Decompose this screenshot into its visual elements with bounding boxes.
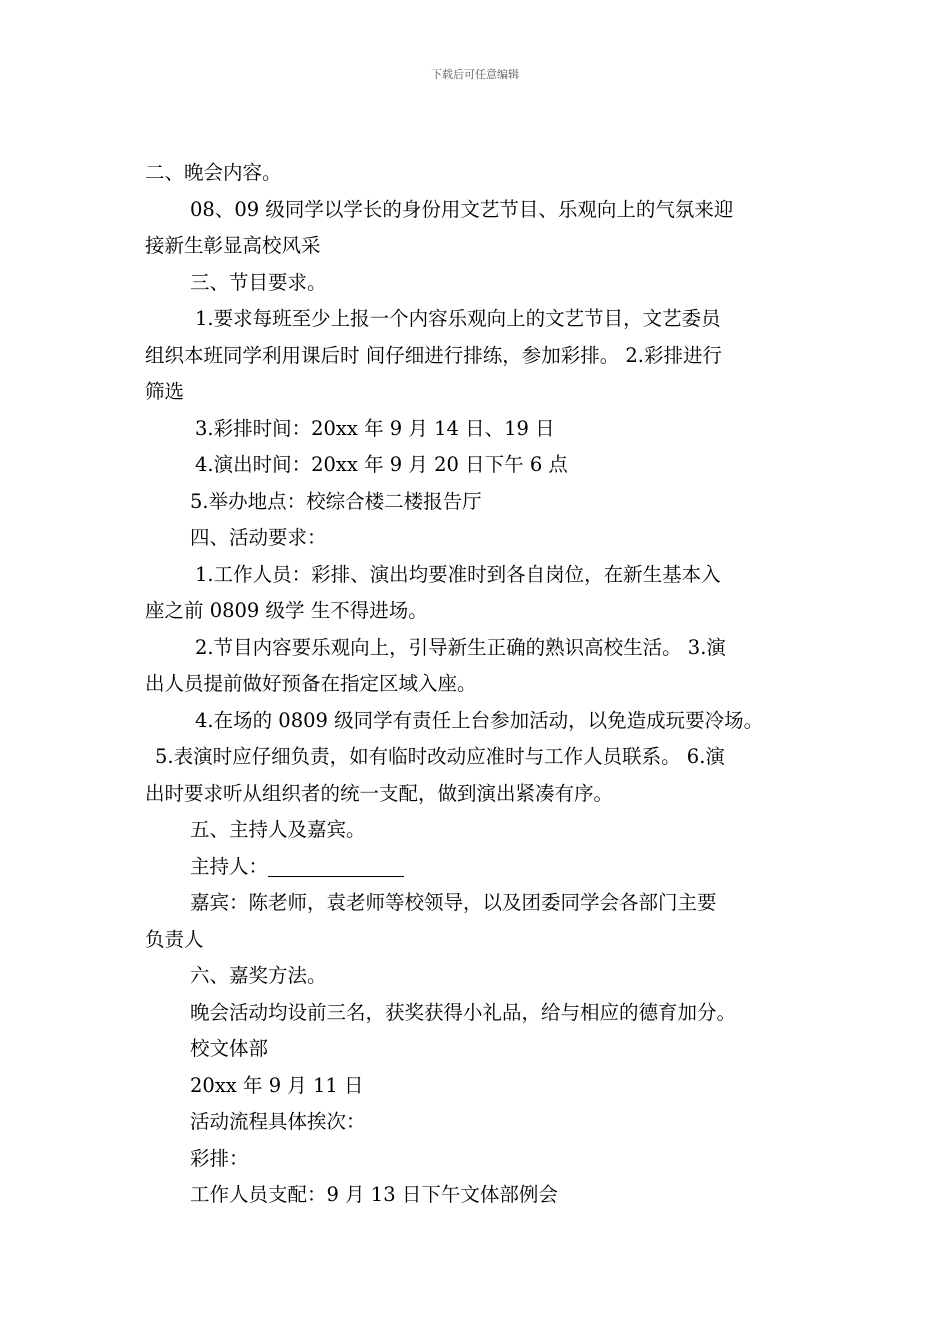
- paragraph-line: 筛选: [145, 380, 185, 403]
- section-heading-6: 六、嘉奖方法。: [190, 964, 327, 987]
- paragraph-line: 嘉宾：陈老师，袁老师等校领导，以及团委同学会各部门主要: [190, 891, 717, 914]
- section-heading-3: 三、节目要求。: [190, 270, 327, 294]
- document-body: [145, 155, 810, 1214]
- section-heading-4: 四、活动要求：: [190, 526, 327, 549]
- paragraph-line: 出时要求听从组织者的统一支配，做到演出紧凑有序。: [145, 781, 614, 805]
- paragraph-line: 晚会活动均设前三名，获奖获得小礼品，给与相应的德育加分。: [190, 1000, 737, 1024]
- paragraph-line: 出人员提前做好预备在指定区域入座。: [145, 672, 477, 695]
- paragraph-line: 1.要求每班至少上报一个内容乐观向上的文艺节目，文艺委员: [195, 307, 721, 330]
- section-heading-2: 二、晚会内容。: [145, 161, 282, 184]
- paragraph-line: 彩排：: [190, 1146, 249, 1170]
- paragraph-line: 5.表演时应仔细负责，如有临时改动应准时与工作人员联系。 6.演: [155, 745, 725, 768]
- paragraph-line: 活动流程具体挨次：: [190, 1110, 366, 1133]
- paragraph-line: 座之前 0809 级学 生不得进场。: [145, 599, 428, 622]
- paragraph-line: 接新生彰显高校风采: [145, 234, 321, 257]
- paragraph-line: 工作人员支配：9 月 13 日下午文体部例会: [190, 1183, 558, 1206]
- paragraph-line: 08、09 级同学以学长的身份用文艺节目、乐观向上的气氛来迎: [190, 197, 734, 221]
- signature-date: 20xx 年 9 月 11 日: [190, 1073, 364, 1097]
- paragraph-line: 4.在场的 0809 级同学有责任上台参加活动，以免造成玩要冷场。: [195, 708, 764, 732]
- page-header: 下载后可任意编辑: [431, 68, 519, 81]
- signature-department: 校文体部: [190, 1037, 269, 1060]
- venue: 5.举办地点：校综合楼二楼报告厅: [190, 489, 482, 513]
- host-blank-line: [268, 854, 404, 877]
- host-line: [145, 849, 810, 886]
- paragraph-line: 负责人: [145, 927, 204, 951]
- rehearsal-time: 3.彩排时间：20xx 年 9 月 14 日、19 日: [195, 416, 555, 440]
- host-label: 主持人：: [190, 854, 269, 878]
- paragraph-line: 2.节目内容要乐观向上，引导新生正确的熟识高校生活。 3.演: [195, 635, 726, 659]
- section-heading-5: 五、主持人及嘉宾。: [190, 818, 366, 841]
- paragraph-line: 1.工作人员：彩排、演出均要准时到各自岗位，在新生基本入: [195, 562, 721, 586]
- performance-time: 4.演出时间：20xx 年 9 月 20 日下午 6 点: [195, 453, 568, 476]
- paragraph-line: 组织本班同学利用课后时 间仔细进行排练，参加彩排。 2.彩排进行: [145, 343, 723, 367]
